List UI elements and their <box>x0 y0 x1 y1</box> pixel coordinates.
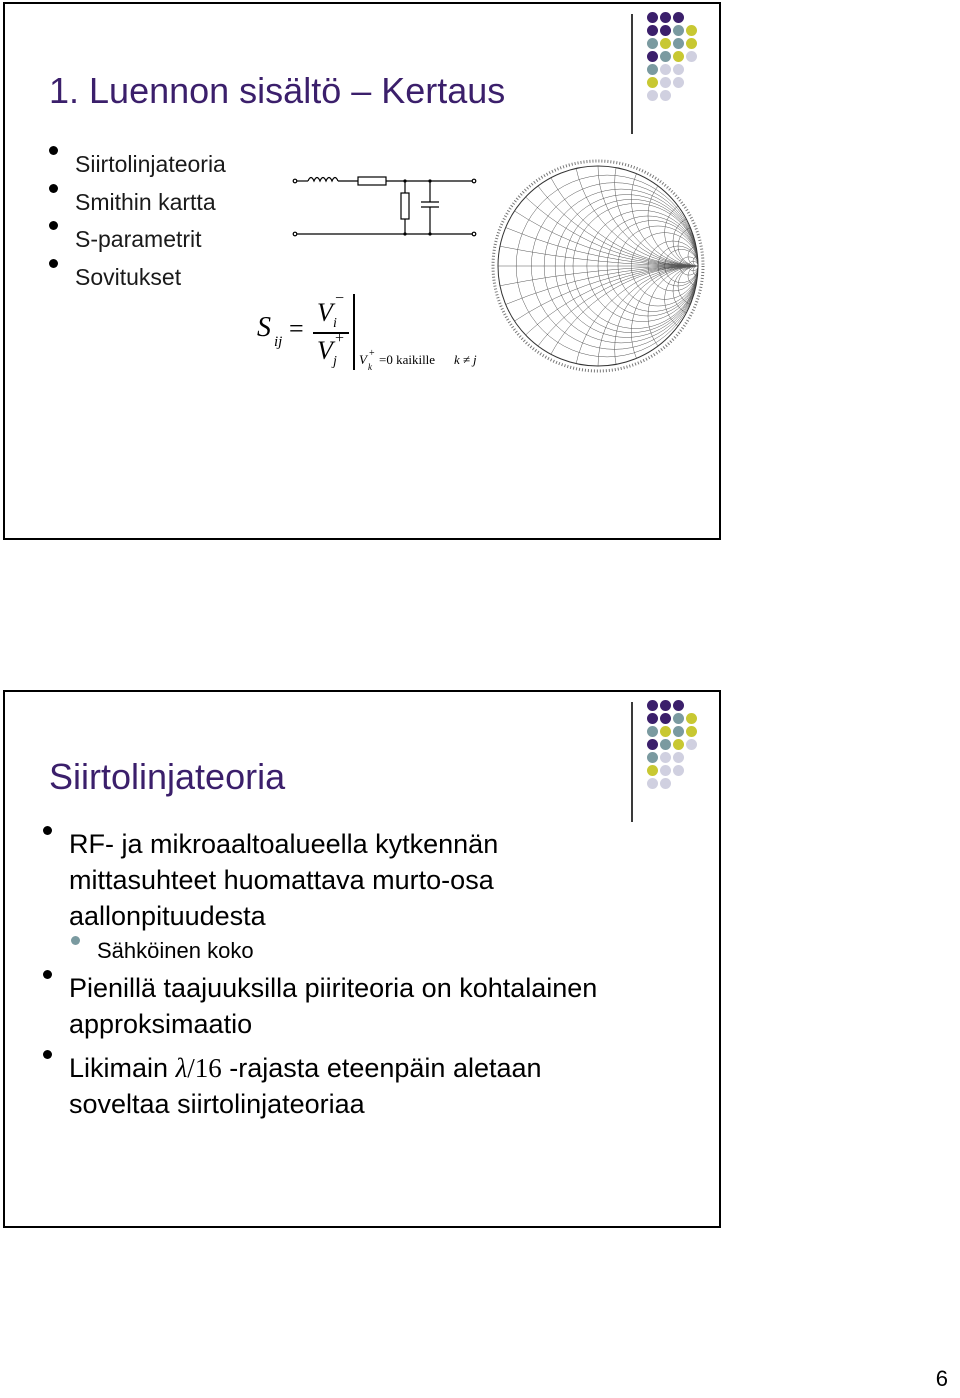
decorative-dot-grid-icon <box>639 12 709 122</box>
slide-2-bullet-list <box>69 826 597 1122</box>
decorative-dot <box>660 713 671 724</box>
decorative-dot <box>660 700 671 711</box>
decorative-dot <box>673 25 684 36</box>
decorative-dot <box>673 64 684 75</box>
decorative-dot <box>647 51 658 62</box>
formula-equals: = <box>289 314 304 343</box>
decorative-dot <box>647 700 658 711</box>
bullet-1-line-3: aallonpituudesta <box>69 901 266 931</box>
formula-denominator: V <box>317 336 333 365</box>
condition-v-sup: + <box>369 348 375 359</box>
decorative-dot <box>647 12 658 23</box>
slide-2-title: Siirtolinjateoria <box>49 756 286 797</box>
formula-denominator-sup: + <box>335 330 345 347</box>
decorative-dot <box>660 765 671 776</box>
decorative-vertical-line <box>631 702 633 822</box>
decorative-dot <box>673 765 684 776</box>
circuit-diagram-icon <box>290 164 480 244</box>
condition-k: k <box>454 352 460 367</box>
decorative-dot <box>686 726 697 737</box>
page-number: 6 <box>935 1366 948 1391</box>
decorative-dot <box>673 38 684 49</box>
decorative-dot <box>660 51 671 62</box>
formula-numerator-sup: − <box>335 290 345 307</box>
decorative-dot <box>660 77 671 88</box>
decorative-dot <box>660 90 671 101</box>
slide-1-title: 1. Luennon sisältö – Kertaus <box>49 70 506 111</box>
smith-chart-icon <box>483 159 713 374</box>
slide-1-bullet-list <box>75 146 226 296</box>
decorative-dot <box>673 726 684 737</box>
list-item: Sovitukset <box>75 259 226 297</box>
condition-text: =0 kaikille <box>379 352 436 367</box>
decorative-dot <box>660 25 671 36</box>
list-item <box>69 1050 597 1122</box>
decorative-dot <box>647 713 658 724</box>
decorative-dot <box>673 752 684 763</box>
formula-s-sub: ij <box>274 334 283 350</box>
lambda-divisor: /16 <box>187 1053 222 1083</box>
decorative-dot <box>647 38 658 49</box>
slide-2 <box>3 690 721 1228</box>
bullet-3-suffix: -rajasta eteenpäin aletaan <box>229 1053 542 1083</box>
decorative-dot <box>647 765 658 776</box>
decorative-dot <box>660 12 671 23</box>
decorative-dot <box>660 38 671 49</box>
decorative-dot <box>647 778 658 789</box>
decorative-dot <box>673 12 684 23</box>
list-item: S-parametrit <box>75 221 226 259</box>
evaluation-bar <box>353 294 355 370</box>
decorative-dot <box>686 713 697 724</box>
decorative-dot-grid-icon <box>639 700 709 810</box>
smith-chart-line <box>648 266 713 366</box>
smith-chart-line <box>498 266 713 374</box>
condition-j: j <box>473 352 477 367</box>
list-item <box>69 970 597 1042</box>
decorative-dot <box>660 752 671 763</box>
decorative-dot <box>660 64 671 75</box>
decorative-dot <box>673 713 684 724</box>
s-parameter-formula <box>257 290 487 376</box>
decorative-dot <box>660 726 671 737</box>
lambda-symbol: λ <box>175 1053 188 1083</box>
smith-chart-line <box>615 159 713 266</box>
decorative-dot <box>686 51 697 62</box>
decorative-dot <box>686 38 697 49</box>
decorative-vertical-line <box>631 14 633 134</box>
bullet-2-line-1: Pienillä taajuuksilla piiriteoria on kohtalainen <box>69 973 598 1003</box>
decorative-dot <box>647 726 658 737</box>
decorative-dot <box>660 739 671 750</box>
decorative-dot <box>673 739 684 750</box>
decorative-dot <box>686 739 697 750</box>
decorative-dot <box>647 64 658 75</box>
bullet-2-line-2: approksimaatio <box>69 1009 253 1039</box>
formula-numerator: V <box>317 298 333 327</box>
formula-numerator-sub: i <box>333 316 337 331</box>
decorative-dot <box>660 778 671 789</box>
sub-list-item: Sähköinen koko <box>97 936 597 966</box>
bullet-1-line-1: RF- ja mikroaaltoalueella kytkennän <box>69 829 499 859</box>
list-item: Siirtolinjateoria <box>75 146 226 184</box>
decorative-dot <box>647 739 658 750</box>
decorative-dot <box>673 51 684 62</box>
condition-v: V <box>359 352 367 367</box>
list-item <box>69 826 597 934</box>
bullet-3-prefix: Likimain <box>69 1053 169 1083</box>
condition-ne: ≠ <box>463 352 471 367</box>
bullet-1-line-2: mittasuhteet huomattava murto-osa <box>69 865 494 895</box>
list-item: Smithin kartta <box>75 184 226 222</box>
decorative-dot <box>647 752 658 763</box>
condition-v-sub: k <box>368 362 372 372</box>
formula-denominator-sub: j <box>333 354 337 369</box>
bullet-3-line-2: soveltaa siirtolinjateoriaa <box>69 1089 365 1119</box>
decorative-dot <box>647 25 658 36</box>
decorative-dot <box>647 77 658 88</box>
slide-1 <box>3 2 721 540</box>
decorative-dot <box>673 700 684 711</box>
decorative-dot <box>647 90 658 101</box>
decorative-dot <box>673 77 684 88</box>
decorative-dot <box>686 25 697 36</box>
formula-s: S <box>257 312 271 343</box>
